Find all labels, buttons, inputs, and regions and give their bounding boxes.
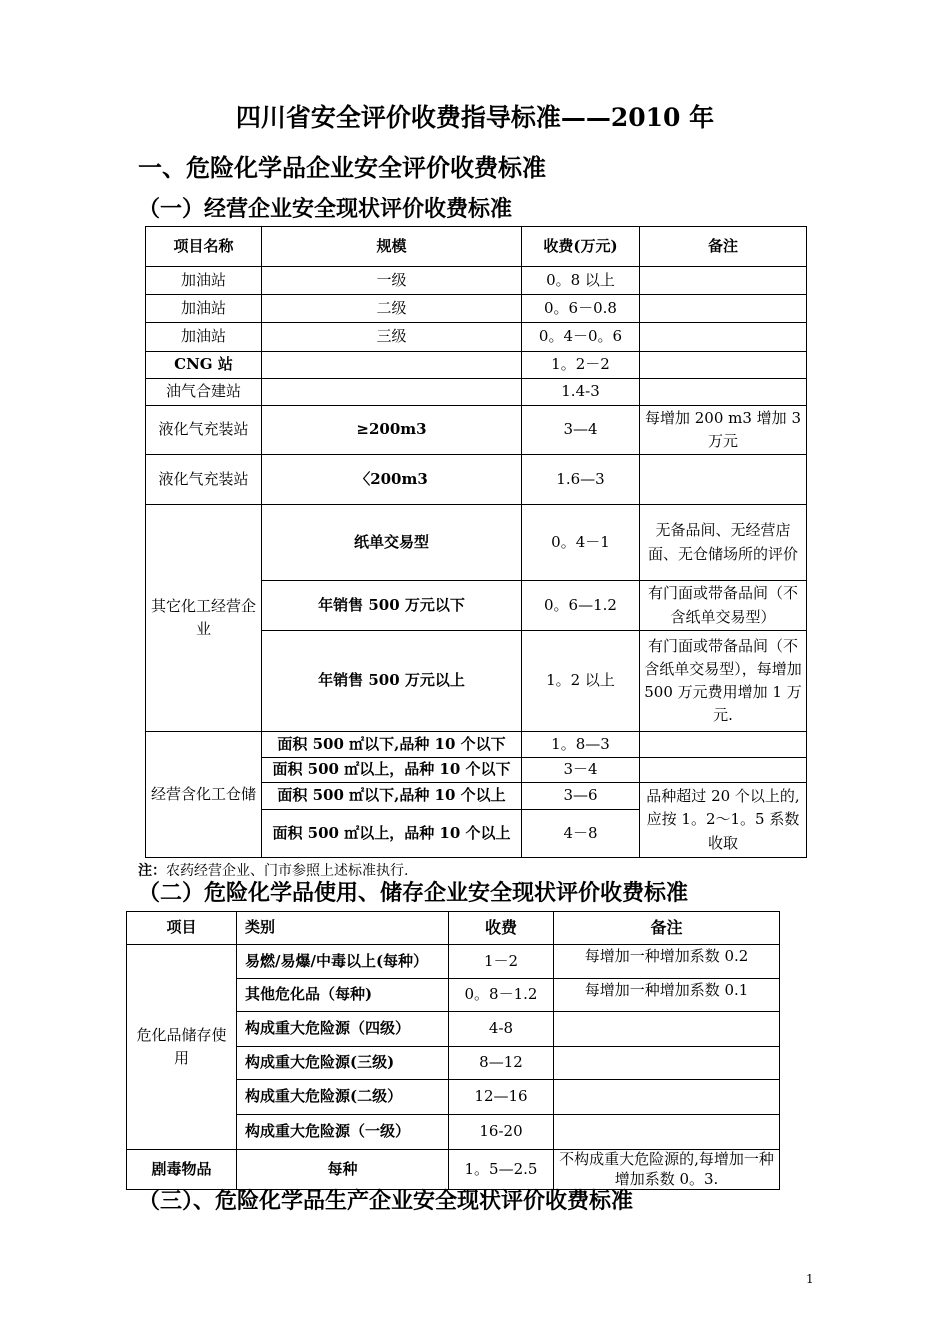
document-title: 四川省安全评价收费指导标准——2010 年 bbox=[235, 103, 715, 132]
table-row bbox=[146, 352, 807, 379]
table-row bbox=[146, 406, 807, 455]
table-cell bbox=[640, 758, 807, 783]
table-cell: 无备品间、无经营店面、无仓储场所的评价 bbox=[640, 505, 807, 581]
table-use-storage-enterprise-fees bbox=[126, 911, 780, 1190]
table-cell: 构成重大危险源(二级） bbox=[237, 1080, 449, 1115]
table-cell bbox=[640, 295, 807, 323]
table-cell bbox=[554, 1012, 780, 1047]
table-cell bbox=[262, 379, 522, 406]
table-row bbox=[146, 267, 807, 295]
table-cell: 1。5—2.5 bbox=[449, 1150, 554, 1190]
table-business-enterprise-fees bbox=[145, 226, 807, 858]
table-cell: 二级 bbox=[262, 295, 522, 323]
table-cell: 油气合建站 bbox=[146, 379, 262, 406]
table-header-cell: 收费 bbox=[449, 912, 554, 945]
table-header-cell: 项目 bbox=[127, 912, 237, 945]
table-cell bbox=[262, 352, 522, 379]
table-cell: 加油站 bbox=[146, 295, 262, 323]
table-cell: 0。4－1 bbox=[522, 505, 640, 581]
footnote-label: 注： bbox=[138, 863, 166, 879]
table-cell bbox=[554, 1080, 780, 1115]
table-cell bbox=[640, 379, 807, 406]
page-number: 1 bbox=[806, 1272, 814, 1286]
table-cell bbox=[640, 455, 807, 505]
table-cell: 年销售 500 万元以下 bbox=[262, 581, 522, 631]
table-cell: 构成重大危险源（一级） bbox=[237, 1115, 449, 1150]
table-cell: 其他危化品（每种) bbox=[237, 979, 449, 1012]
subsection-heading-2: （二）危险化学品使用、储存企业安全现状评价收费标准 bbox=[138, 880, 689, 906]
table-cell bbox=[554, 1115, 780, 1150]
table-cell: 有门面或带备品间（不含纸单交易型），每增加 500 万元费用增加 1 万元. bbox=[640, 631, 807, 732]
table-cell: 1.6—3 bbox=[522, 455, 640, 505]
table-cell: 0。8－1.2 bbox=[449, 979, 554, 1012]
table-cell: 0。4－0。6 bbox=[522, 323, 640, 352]
table-cell: 加油站 bbox=[146, 267, 262, 295]
group-label-cell: 其它化工经营企业 bbox=[146, 505, 262, 732]
table-cell: 〈200m3 bbox=[262, 455, 522, 505]
table-cell: 有门面或带备品间（不含纸单交易型） bbox=[640, 581, 807, 631]
table-cell: 4-8 bbox=[449, 1012, 554, 1047]
table-row bbox=[146, 505, 807, 581]
table-cell: 易燃/易爆/中毒以上(每种） bbox=[237, 945, 449, 979]
table-cell: 剧毒物品 bbox=[127, 1150, 237, 1190]
subsection-heading-3: （三）、危险化学品生产企业安全现状评价收费标准 bbox=[138, 1188, 634, 1214]
group-label-cell: 经营含化工仓储 bbox=[146, 732, 262, 858]
table-header-cell: 类别 bbox=[237, 912, 449, 945]
table-header-cell: 备注 bbox=[640, 227, 807, 267]
table-header-cell: 备注 bbox=[554, 912, 780, 945]
table-row bbox=[146, 379, 807, 406]
table-cell: 面积 500 ㎡以下,品种 10 个以上 bbox=[262, 783, 522, 810]
table-cell: 1.4-3 bbox=[522, 379, 640, 406]
table-cell: 每种 bbox=[237, 1150, 449, 1190]
table-cell: 一级 bbox=[262, 267, 522, 295]
table-cell: 面积 500 ㎡以下,品种 10 个以下 bbox=[262, 732, 522, 758]
group-label-cell: 危化品储存使用 bbox=[127, 945, 237, 1150]
footnote-text: 农药经营企业、门市参照上述标准执行. bbox=[166, 863, 409, 879]
table-cell: 面积 500 ㎡以上，品种 10 个以下 bbox=[262, 758, 522, 783]
table-cell: 1。2－2 bbox=[522, 352, 640, 379]
table-cell: 纸单交易型 bbox=[262, 505, 522, 581]
table-cell: 每增加 200 m3 增加 3 万元 bbox=[640, 406, 807, 455]
table-cell bbox=[640, 323, 807, 352]
table-header-cell: 项目名称 bbox=[146, 227, 262, 267]
table-row bbox=[146, 295, 807, 323]
table-row bbox=[146, 455, 807, 505]
table-cell: 加油站 bbox=[146, 323, 262, 352]
table-cell: 12—16 bbox=[449, 1080, 554, 1115]
table-cell: 构成重大危险源(三级) bbox=[237, 1047, 449, 1080]
table-cell: 8—12 bbox=[449, 1047, 554, 1080]
table-cell: 16-20 bbox=[449, 1115, 554, 1150]
table-cell: 三级 bbox=[262, 323, 522, 352]
table-cell: CNG 站 bbox=[146, 352, 262, 379]
table-cell: 液化气充装站 bbox=[146, 455, 262, 505]
table-cell bbox=[640, 267, 807, 295]
section-heading: 一、危险化学品企业安全评价收费标准 bbox=[138, 153, 546, 182]
table-cell: 构成重大危险源（四级） bbox=[237, 1012, 449, 1047]
table-cell: 品种超过 20 个以上的,应按 1。2～1。5 系数收取 bbox=[640, 783, 807, 858]
table-cell: 每增加一种增加系数 0.2 bbox=[554, 945, 780, 979]
table-row bbox=[146, 732, 807, 758]
subsection-heading-1: （一）经营企业安全现状评价收费标准 bbox=[138, 196, 513, 222]
table-cell: 1－2 bbox=[449, 945, 554, 979]
table-cell: 3—6 bbox=[522, 783, 640, 810]
table-cell: 年销售 500 万元以上 bbox=[262, 631, 522, 732]
table-cell: 不构成重大危险源的,每增加一种增加系数 0。3. bbox=[554, 1150, 780, 1190]
table-cell bbox=[640, 352, 807, 379]
table-header-cell: 规模 bbox=[262, 227, 522, 267]
table-cell bbox=[640, 732, 807, 758]
table-cell: 0。8 以上 bbox=[522, 267, 640, 295]
table-cell: 每增加一种增加系数 0.1 bbox=[554, 979, 780, 1012]
table-cell: 4－8 bbox=[522, 810, 640, 858]
table-row bbox=[146, 323, 807, 352]
table-cell: 0。6—1.2 bbox=[522, 581, 640, 631]
table-cell: 3—4 bbox=[522, 406, 640, 455]
table-cell: 1。8—3 bbox=[522, 732, 640, 758]
table-row bbox=[127, 945, 780, 979]
table-cell bbox=[554, 1047, 780, 1080]
table-cell: 0。6－0.8 bbox=[522, 295, 640, 323]
table-cell: 3－4 bbox=[522, 758, 640, 783]
table-header-cell: 收费(万元) bbox=[522, 227, 640, 267]
table-cell: ≥200m3 bbox=[262, 406, 522, 455]
table-cell: 液化气充装站 bbox=[146, 406, 262, 455]
table-cell: 1。2 以上 bbox=[522, 631, 640, 732]
table-cell: 面积 500 ㎡以上，品种 10 个以上 bbox=[262, 810, 522, 858]
